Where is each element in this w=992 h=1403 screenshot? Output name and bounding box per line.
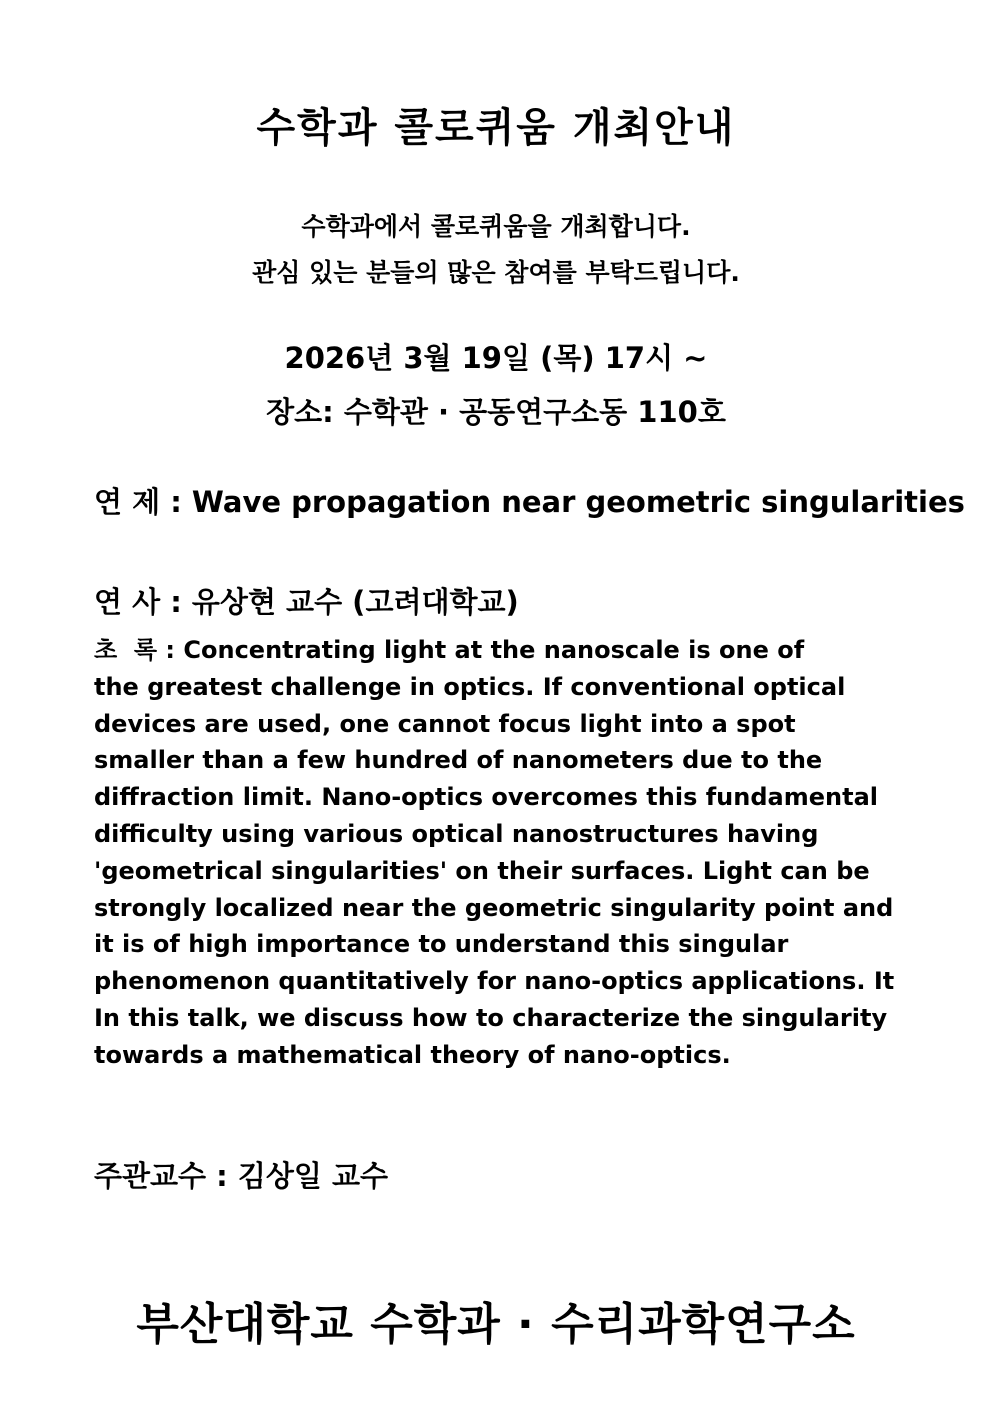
host-label: 주관교수 :	[94, 1159, 238, 1193]
event-place: 장소: 수학관 · 공동연구소동 110호	[266, 395, 726, 429]
abstract-line: the greatest challenge in optics. If conventional optical	[94, 672, 846, 701]
abstract-line: phenomenon quantitatively for nano-optics applications. It	[94, 967, 895, 996]
abstract-line: devices are used, one cannot focus light into a spot	[94, 709, 796, 738]
topic-value: Wave propagation near geometric singularities	[191, 485, 965, 519]
abstract-block	[94, 632, 914, 1074]
speaker-row	[94, 580, 519, 621]
abstract-line: diffraction limit. Nano-optics overcomes this fundamental	[94, 783, 878, 812]
abstract-line: 초 록 : Concentrating light at the nanoscale is one of	[94, 636, 805, 664]
abstract-line: strongly localized near the geometric singularity point and	[94, 893, 894, 922]
host-row	[94, 1154, 388, 1195]
host-value: 김상일 교수	[237, 1159, 389, 1193]
intro-line-1: 수학과에서 콜로퀴움을 개최합니다.	[301, 212, 691, 241]
abstract-line: 'geometrical singularities' on their surfaces. Light can be	[94, 856, 870, 885]
abstract-label: 초 록 :	[94, 636, 184, 664]
page-title: 수학과 콜로퀴움 개최안내	[256, 105, 736, 151]
speaker-label: 연 사 :	[94, 585, 192, 619]
abstract-line: towards a mathematical theory of nano-optics.	[94, 1040, 731, 1069]
event-date: 2026년 3월 19일 (목) 17시 ~	[284, 341, 708, 375]
topic-label: 연 제 :	[94, 485, 192, 519]
organizer-footer: 부산대학교 수학과 · 수리과학연구소	[136, 1299, 856, 1350]
abstract-line: smaller than a few hundred of nanometers due to the	[94, 746, 823, 775]
speaker-value: 유상현 교수 (고려대학교)	[191, 585, 519, 619]
topic-row	[94, 480, 965, 521]
intro-text	[0, 204, 992, 296]
intro-line-2: 관심 있는 분들의 많은 참여를 부탁드립니다.	[252, 258, 740, 287]
abstract-line: In this talk, we discuss how to characterize the singularity	[94, 1003, 888, 1032]
abstract-line: it is of high importance to understand this singular	[94, 930, 789, 959]
abstract-line: difficulty using various optical nanostructures having	[94, 819, 819, 848]
